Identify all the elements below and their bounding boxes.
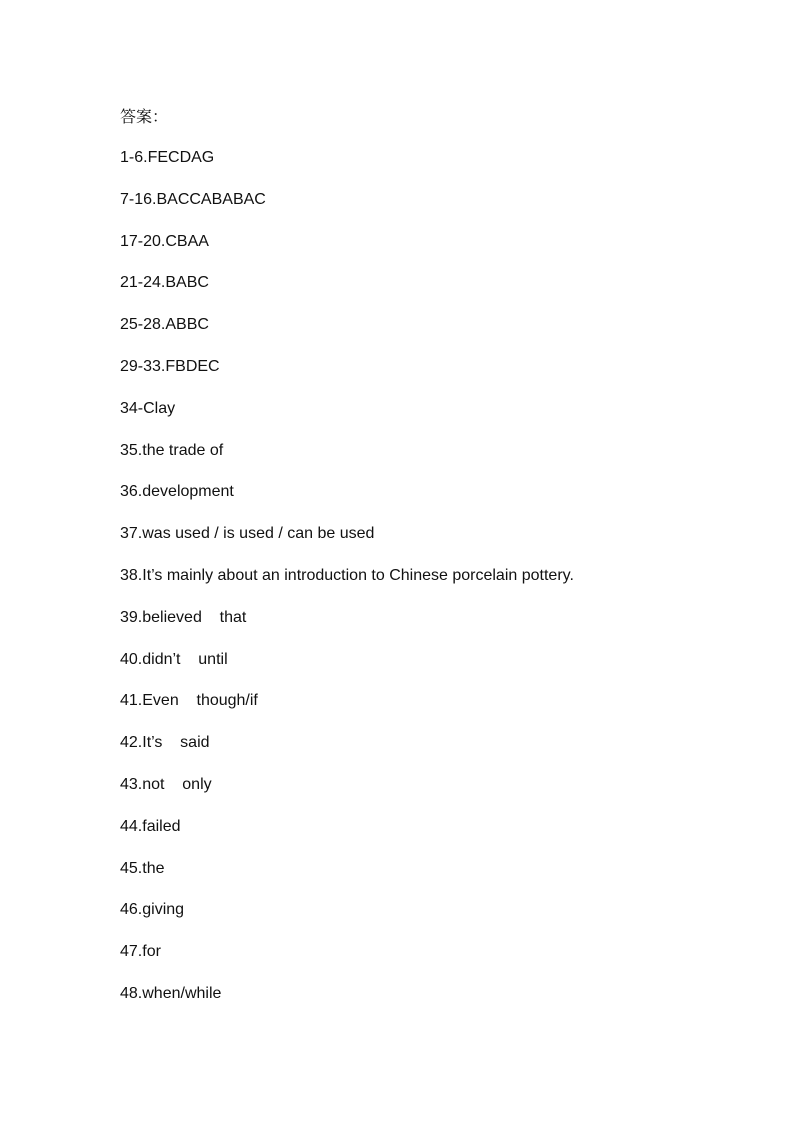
answer-7-16: 7-16.BACCABABAC (120, 190, 266, 208)
answer-list (120, 147, 760, 1005)
answer-sheet (120, 106, 760, 1025)
answer-35: 35.the trade of (120, 441, 224, 459)
answer-38: 38.It’s mainly about an introduction to Chinese porcelain pottery. (120, 566, 574, 584)
answer-25-28: 25-28.ABBC (120, 316, 209, 334)
answer-36: 36.development (120, 483, 234, 501)
answer-46: 46.giving (120, 901, 185, 919)
answer-48: 48.when/while (120, 984, 222, 1002)
answer-40: 40.didn’t until (120, 650, 228, 668)
answer-1-6: 1-6.FECDAG (120, 149, 215, 166)
answer-45: 45.the (120, 859, 165, 877)
answer-41: 41.Even though/if (120, 692, 258, 710)
answer-44: 44.failed (120, 817, 181, 835)
answer-47: 47.for (120, 943, 161, 961)
answer-43: 43.not only (120, 775, 212, 793)
answer-42: 42.It’s said (120, 734, 210, 752)
answer-39: 39.believed that (120, 608, 247, 626)
answer-34: 34-Clay (120, 399, 176, 417)
answer-21-24: 21-24.BABC (120, 274, 209, 292)
answers-heading: 答案： (120, 107, 169, 126)
answer-37: 37.was used / is used / can be used (120, 525, 375, 543)
answer-29-33: 29-33.FBDEC (120, 357, 220, 375)
answer-17-20: 17-20.CBAA (120, 232, 209, 250)
